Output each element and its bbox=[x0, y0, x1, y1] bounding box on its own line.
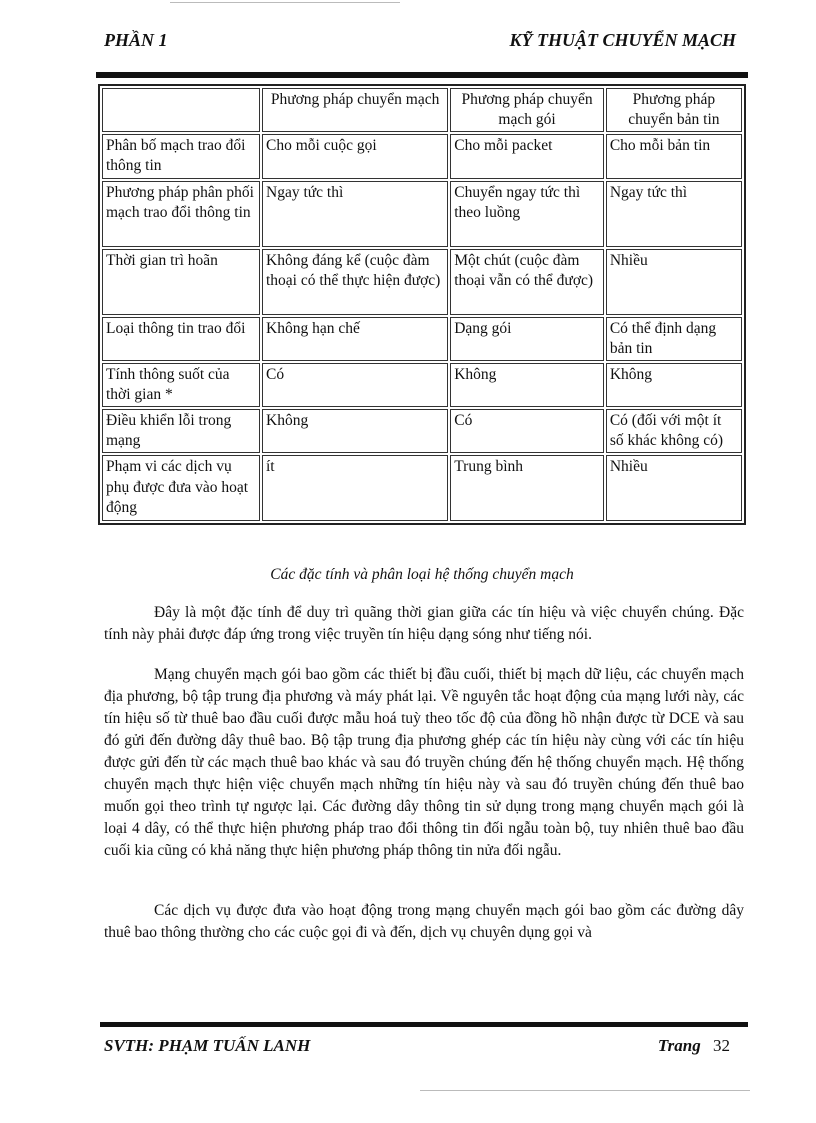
table-cell: Không bbox=[450, 363, 604, 407]
table-cell: Trung bình bbox=[450, 455, 604, 521]
body-paragraph: Mạng chuyển mạch gói bao gồm các thiết bị đầu cuối, thiết bị mạch dữ liệu, các chuyển mạch địa phương, bộ tập trung địa phương và máy phát lại. Về nguyên tắc hoạt động của mạng lưới này, các tín hiệu số từ thuê bao đầu cuối được mẫu hoá tuỳ theo tốc độ của đồng hồ nhận được từ DCE và sau đó gửi đến đường dây thuê bao. Bộ tập trung địa phương ghép các tín hiệu này cùng với các tín hiệu được gửi đến từ các mạch thuê bao khác và sau đó truyền chúng đến hệ thống chuyển mạch. Hệ thống chuyển mạch thực hiện việc chuyển mạch những tín hiệu này và sau đó truyền chúng đến thuê bao muốn gọi theo trình tự ngược lại. Các đường dây thông tin sử dụng trong mạng chuyển mạch gói là loại 4 dây, có thể thực hiện phương pháp trao đổi thông tin đối ngẫu toàn bộ, tuy nhiên thuê bao đầu cuối kia cũng có khả năng thực hiện phương pháp thông tin nửa đối ngẫu. bbox=[104, 666, 744, 859]
footer-rule bbox=[100, 1022, 748, 1027]
footer-page-number: 32 bbox=[713, 1036, 730, 1055]
table-header-cell: Phương pháp chuyển mạch gói bbox=[450, 88, 604, 132]
table-cell: Nhiều bbox=[606, 249, 742, 315]
page-header bbox=[104, 30, 736, 56]
table-cell: Ngay tức thì bbox=[606, 181, 742, 247]
table-cell: Thời gian trì hoãn bbox=[102, 249, 260, 315]
footer-page-label: Trang bbox=[657, 1036, 701, 1055]
table-cell: Cho mỗi packet bbox=[450, 134, 604, 178]
table-caption: Các đặc tính và phân loại hệ thống chuyển mạch bbox=[270, 566, 574, 583]
table-cell: Một chút (cuộc đàm thoại vẫn có thể được) bbox=[450, 249, 604, 315]
table-cell: ít bbox=[262, 455, 448, 521]
table-cell: Có bbox=[262, 363, 448, 407]
page-footer bbox=[104, 1036, 730, 1060]
table-cell: Có (đối với một ít số khác không có) bbox=[606, 409, 742, 453]
table-row bbox=[102, 409, 742, 453]
table-row bbox=[102, 455, 742, 521]
table-cell: Phạm vi các dịch vụ phụ được đưa vào hoạt động bbox=[102, 455, 260, 521]
table-row bbox=[102, 317, 742, 361]
body-paragraph: Đây là một đặc tính để duy trì quãng thời gian giữa các tín hiệu và việc chuyển chúng. Đặc tính này phải được đáp ứng trong việc truyền tín hiệu dạng sóng như tiếng nói. bbox=[104, 604, 744, 643]
scan-artifact-bottom bbox=[420, 1090, 750, 1091]
table-cell: Chuyển ngay tức thì theo luồng bbox=[450, 181, 604, 247]
table-cell: Tính thông suốt của thời gian * bbox=[102, 363, 260, 407]
table-cell: Không bbox=[262, 409, 448, 453]
table-cell: Loại thông tin trao đổi bbox=[102, 317, 260, 361]
header-rule bbox=[96, 72, 748, 78]
body-paragraph: Các dịch vụ được đưa vào hoạt động trong mạng chuyển mạch gói bao gồm các đường dây thuê bao thông thường cho các cuộc gọi đi và đến, dịch vụ chuyên dụng gọi và bbox=[104, 902, 744, 941]
table-cell: Điều khiển lỗi trong mạng bbox=[102, 409, 260, 453]
table-cell: Phương pháp phân phối mạch trao đổi thông tin bbox=[102, 181, 260, 247]
table-cell: Không bbox=[606, 363, 742, 407]
table-cell: Dạng gói bbox=[450, 317, 604, 361]
table-cell: Phân bố mạch trao đổi thông tin bbox=[102, 134, 260, 178]
table-cell: Ngay tức thì bbox=[262, 181, 448, 247]
table-row bbox=[102, 249, 742, 315]
table-cell: Nhiều bbox=[606, 455, 742, 521]
table-header-cell: Phương pháp chuyển mạch bbox=[262, 88, 448, 132]
table-row bbox=[102, 134, 742, 178]
footer-author: SVTH: PHẠM TUẤN LANH bbox=[104, 1036, 311, 1055]
header-section: PHẦN 1 bbox=[104, 30, 168, 50]
header-title: KỸ THUẬT CHUYỂN MẠCH bbox=[509, 30, 736, 50]
switching-comparison-table bbox=[98, 84, 746, 525]
footer-page bbox=[658, 1036, 730, 1056]
table-row bbox=[102, 363, 742, 407]
table-header-cell: Phương pháp chuyển bản tin bbox=[606, 88, 742, 132]
table-cell: Cho mỗi bản tin bbox=[606, 134, 742, 178]
table-cell: Không đáng kể (cuộc đàm thoại có thể thực hiện được) bbox=[262, 249, 448, 315]
table-cell: Có bbox=[450, 409, 604, 453]
table-cell: Có thể định dạng bản tin bbox=[606, 317, 742, 361]
table-header-cell bbox=[102, 88, 260, 132]
table-cell: Cho mỗi cuộc gọi bbox=[262, 134, 448, 178]
table-row bbox=[102, 181, 742, 247]
table-cell: Không hạn chế bbox=[262, 317, 448, 361]
scan-artifact-top bbox=[170, 2, 400, 3]
table-header-row bbox=[102, 88, 742, 132]
